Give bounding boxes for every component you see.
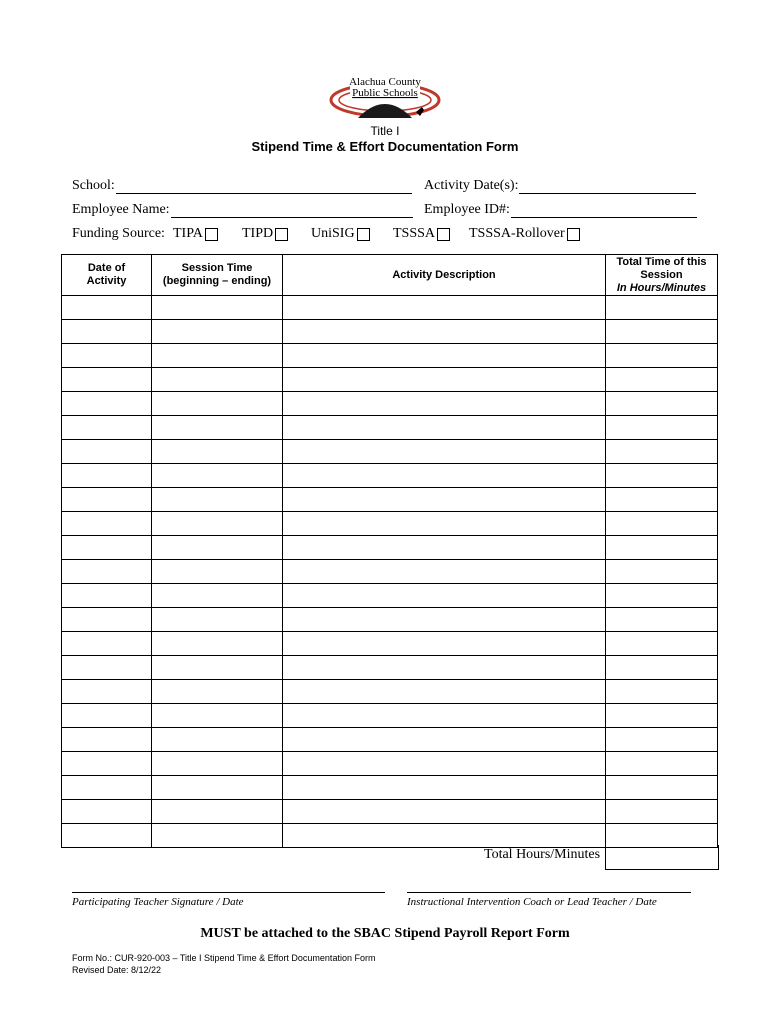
tipa-label: TIPA bbox=[173, 226, 203, 241]
unisig-checkbox[interactable] bbox=[357, 228, 370, 241]
session-time-cell[interactable] bbox=[152, 368, 283, 392]
employee-id-input-line[interactable] bbox=[511, 203, 697, 218]
description-cell[interactable] bbox=[283, 656, 606, 680]
attachment-notice: MUST be attached to the SBAC Stipend Payroll Report Form bbox=[200, 926, 570, 941]
description-cell[interactable] bbox=[283, 416, 606, 440]
header-total-time bbox=[606, 255, 718, 296]
table-row bbox=[62, 728, 718, 752]
table-row bbox=[62, 704, 718, 728]
description-cell[interactable] bbox=[283, 704, 606, 728]
total-time-cell[interactable] bbox=[606, 800, 718, 824]
description-cell[interactable] bbox=[283, 680, 606, 704]
total-time-cell[interactable] bbox=[606, 728, 718, 752]
table-row bbox=[62, 608, 718, 632]
activity-dates-field bbox=[424, 178, 696, 194]
total-time-cell[interactable] bbox=[606, 344, 718, 368]
total-time-cell[interactable] bbox=[606, 536, 718, 560]
total-time-cell[interactable] bbox=[606, 584, 718, 608]
employee-name-label: Employee Name: bbox=[72, 202, 170, 217]
activity-log-table bbox=[61, 254, 718, 848]
date-cell[interactable] bbox=[62, 416, 152, 440]
session-time-cell[interactable] bbox=[152, 632, 283, 656]
description-cell[interactable] bbox=[283, 584, 606, 608]
total-time-cell[interactable] bbox=[606, 464, 718, 488]
table-row bbox=[62, 416, 718, 440]
tipa-checkbox[interactable] bbox=[205, 228, 218, 241]
total-time-cell[interactable] bbox=[606, 632, 718, 656]
date-cell[interactable] bbox=[62, 368, 152, 392]
total-time-cell[interactable] bbox=[606, 488, 718, 512]
description-cell[interactable] bbox=[283, 512, 606, 536]
header-total-line1: Total Time of this bbox=[616, 255, 707, 268]
logo-text-line1: Alachua County bbox=[349, 76, 421, 88]
description-cell[interactable] bbox=[283, 488, 606, 512]
total-time-cell[interactable] bbox=[606, 512, 718, 536]
date-cell[interactable] bbox=[62, 392, 152, 416]
date-cell[interactable] bbox=[62, 464, 152, 488]
description-cell[interactable] bbox=[283, 296, 606, 320]
total-time-cell[interactable] bbox=[606, 752, 718, 776]
date-cell[interactable] bbox=[62, 440, 152, 464]
date-cell[interactable] bbox=[62, 488, 152, 512]
total-time-cell[interactable] bbox=[606, 560, 718, 584]
table-row bbox=[62, 824, 718, 848]
table-row bbox=[62, 296, 718, 320]
date-cell[interactable] bbox=[62, 800, 152, 824]
description-cell[interactable] bbox=[283, 632, 606, 656]
date-cell[interactable] bbox=[62, 728, 152, 752]
funding-option-tsssa-rollover bbox=[469, 226, 580, 242]
total-time-cell[interactable] bbox=[606, 392, 718, 416]
description-cell[interactable] bbox=[283, 728, 606, 752]
funding-source-label: Funding Source: bbox=[72, 226, 165, 241]
school-input-line[interactable] bbox=[116, 179, 412, 194]
funding-option-unisig bbox=[311, 226, 370, 242]
header-session-line2: (beginning – ending) bbox=[162, 275, 272, 287]
header-total-line3: In Hours/Minutes bbox=[616, 281, 707, 294]
session-time-cell[interactable] bbox=[152, 752, 283, 776]
description-cell[interactable] bbox=[283, 560, 606, 584]
session-time-cell[interactable] bbox=[152, 464, 283, 488]
unisig-label: UniSIG bbox=[311, 226, 355, 241]
header-total-line2: Session bbox=[640, 268, 683, 281]
total-hours-box[interactable] bbox=[605, 845, 719, 870]
description-cell[interactable] bbox=[283, 824, 606, 848]
table-row bbox=[62, 560, 718, 584]
employee-name-input-line[interactable] bbox=[171, 203, 413, 218]
description-cell[interactable] bbox=[283, 776, 606, 800]
session-time-cell[interactable] bbox=[152, 680, 283, 704]
form-number: Form No.: CUR-920-003 – Title I Stipend Time & Effort Documentation Form bbox=[72, 953, 376, 963]
table-row bbox=[62, 488, 718, 512]
table-row bbox=[62, 632, 718, 656]
funding-option-tipd bbox=[242, 226, 288, 242]
description-cell[interactable] bbox=[283, 752, 606, 776]
table-row bbox=[62, 680, 718, 704]
date-cell[interactable] bbox=[62, 536, 152, 560]
date-cell[interactable] bbox=[62, 680, 152, 704]
funding-option-tsssa bbox=[393, 226, 450, 242]
header-activity-description bbox=[283, 255, 606, 296]
date-cell[interactable] bbox=[62, 752, 152, 776]
table-row bbox=[62, 752, 718, 776]
date-cell[interactable] bbox=[62, 560, 152, 584]
session-time-cell[interactable] bbox=[152, 608, 283, 632]
school-label: School: bbox=[72, 178, 115, 193]
date-cell[interactable] bbox=[62, 704, 152, 728]
session-time-cell[interactable] bbox=[152, 728, 283, 752]
total-time-cell[interactable] bbox=[606, 416, 718, 440]
session-time-cell[interactable] bbox=[152, 704, 283, 728]
date-cell[interactable] bbox=[62, 632, 152, 656]
session-time-cell[interactable] bbox=[152, 536, 283, 560]
total-time-cell[interactable] bbox=[606, 296, 718, 320]
header-date-of-activity bbox=[62, 255, 152, 296]
session-time-cell[interactable] bbox=[152, 488, 283, 512]
session-time-cell[interactable] bbox=[152, 800, 283, 824]
total-time-cell[interactable] bbox=[606, 368, 718, 392]
total-hours-label: Total Hours/Minutes bbox=[484, 847, 601, 862]
total-time-cell[interactable] bbox=[606, 608, 718, 632]
session-time-cell[interactable] bbox=[152, 512, 283, 536]
teacher-signature-line[interactable] bbox=[72, 892, 385, 893]
employee-name-field bbox=[72, 202, 413, 218]
session-time-cell[interactable] bbox=[152, 560, 283, 584]
session-time-cell[interactable] bbox=[152, 440, 283, 464]
total-time-cell[interactable] bbox=[606, 440, 718, 464]
table-row bbox=[62, 656, 718, 680]
table-row bbox=[62, 800, 718, 824]
logo-text-line2: Public Schools bbox=[352, 87, 418, 99]
tsssa-rollover-label: TSSSA-Rollover bbox=[469, 226, 565, 241]
session-time-cell[interactable] bbox=[152, 296, 283, 320]
coach-signature-line[interactable] bbox=[407, 892, 691, 893]
session-time-cell[interactable] bbox=[152, 392, 283, 416]
employee-id-label: Employee ID#: bbox=[424, 202, 510, 217]
total-time-cell[interactable] bbox=[606, 320, 718, 344]
date-cell[interactable] bbox=[62, 776, 152, 800]
header-session-line1: Session Time bbox=[181, 262, 253, 274]
date-cell[interactable] bbox=[62, 824, 152, 848]
table-row bbox=[62, 440, 718, 464]
table-row bbox=[62, 512, 718, 536]
description-cell[interactable] bbox=[283, 344, 606, 368]
session-time-cell[interactable] bbox=[152, 656, 283, 680]
table-row bbox=[62, 392, 718, 416]
description-cell[interactable] bbox=[283, 608, 606, 632]
total-time-cell[interactable] bbox=[606, 704, 718, 728]
form-title: Stipend Time & Effort Documentation Form bbox=[251, 139, 519, 154]
total-time-cell[interactable] bbox=[606, 656, 718, 680]
table-header-row bbox=[62, 255, 718, 296]
school-field bbox=[72, 178, 412, 194]
table-body bbox=[62, 296, 718, 848]
table-row bbox=[62, 536, 718, 560]
tipd-checkbox[interactable] bbox=[275, 228, 288, 241]
description-cell[interactable] bbox=[283, 368, 606, 392]
header-description-label: Activity Description bbox=[392, 268, 496, 281]
funding-option-tipa bbox=[173, 226, 218, 242]
date-cell[interactable] bbox=[62, 656, 152, 680]
session-time-cell[interactable] bbox=[152, 824, 283, 848]
tsssa-rollover-checkbox[interactable] bbox=[567, 228, 580, 241]
table-row bbox=[62, 344, 718, 368]
district-logo bbox=[328, 74, 442, 122]
session-time-cell[interactable] bbox=[152, 776, 283, 800]
date-cell[interactable] bbox=[62, 608, 152, 632]
activity-dates-input-line[interactable] bbox=[519, 179, 696, 194]
description-cell[interactable] bbox=[283, 800, 606, 824]
header-date-line1: Date of bbox=[87, 262, 126, 274]
total-time-cell[interactable] bbox=[606, 776, 718, 800]
table-row bbox=[62, 776, 718, 800]
description-cell[interactable] bbox=[283, 536, 606, 560]
description-cell[interactable] bbox=[283, 464, 606, 488]
total-time-cell[interactable] bbox=[606, 680, 718, 704]
teacher-signature-label: Participating Teacher Signature / Date bbox=[72, 896, 244, 908]
table-row bbox=[62, 584, 718, 608]
date-cell[interactable] bbox=[62, 320, 152, 344]
form-subtitle: Title I bbox=[370, 124, 400, 138]
table-row bbox=[62, 464, 718, 488]
session-time-cell[interactable] bbox=[152, 320, 283, 344]
header-session-time bbox=[152, 255, 283, 296]
session-time-cell[interactable] bbox=[152, 416, 283, 440]
date-cell[interactable] bbox=[62, 344, 152, 368]
table-row bbox=[62, 320, 718, 344]
session-time-cell[interactable] bbox=[152, 584, 283, 608]
tipd-label: TIPD bbox=[242, 226, 274, 241]
tsssa-label: TSSSA bbox=[393, 226, 436, 241]
description-cell[interactable] bbox=[283, 392, 606, 416]
revised-date: Revised Date: 8/12/22 bbox=[72, 965, 162, 975]
activity-dates-label: Activity Date(s): bbox=[424, 178, 519, 193]
coach-signature-label: Instructional Intervention Coach or Lead Teacher / Date bbox=[407, 896, 657, 908]
funding-source-row bbox=[72, 226, 565, 242]
session-time-cell[interactable] bbox=[152, 344, 283, 368]
description-cell[interactable] bbox=[283, 440, 606, 464]
date-cell[interactable] bbox=[62, 512, 152, 536]
total-time-cell[interactable] bbox=[606, 824, 718, 848]
header-date-line2: Activity bbox=[86, 275, 127, 287]
description-cell[interactable] bbox=[283, 320, 606, 344]
date-cell[interactable] bbox=[62, 296, 152, 320]
employee-id-field bbox=[424, 202, 697, 218]
table-row bbox=[62, 368, 718, 392]
date-cell[interactable] bbox=[62, 584, 152, 608]
tsssa-checkbox[interactable] bbox=[437, 228, 450, 241]
